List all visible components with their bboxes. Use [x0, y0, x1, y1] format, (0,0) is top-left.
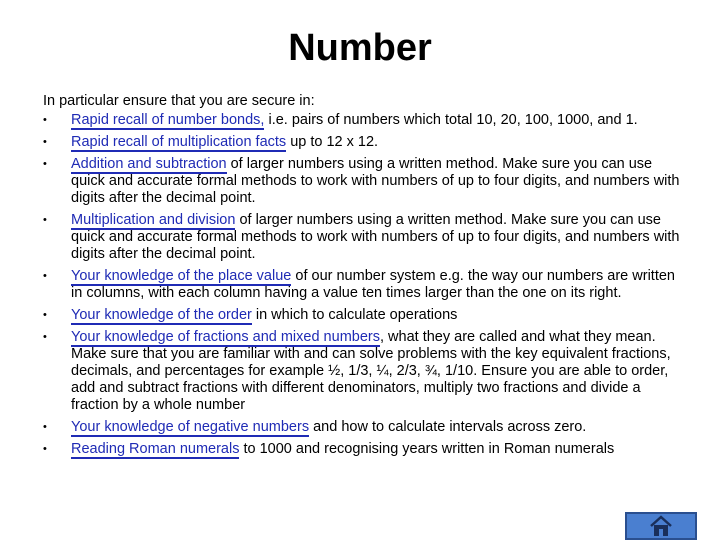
- bullet: •: [43, 136, 47, 148]
- list-item: [43, 156, 683, 207]
- item-text: of larger numbers using a written method. Make sure you can use quick and accurate formal methods to work with numbers of up to four digits, and numbers with digits after the decimal point.: [71, 156, 680, 206]
- link-fractions[interactable]: Your knowledge of fractions and mixed numbers: [71, 329, 380, 345]
- list-item: [43, 212, 683, 263]
- link-order-of-operations[interactable]: Your knowledge of the order: [71, 307, 252, 323]
- item-text: in which to calculate operations: [251, 307, 458, 323]
- link-multiplication-facts[interactable]: Rapid recall of multiplication facts: [71, 134, 287, 150]
- link-number-bonds[interactable]: Rapid recall of number bonds,: [71, 112, 265, 128]
- link-place-value[interactable]: Your knowledge of the place value: [71, 268, 292, 284]
- bullet: •: [43, 443, 47, 455]
- item-text: of our number system e.g. the way our numbers are written in columns, with each column having a value ten times larger than the one on its right.: [71, 268, 675, 301]
- page-title: Number: [288, 27, 432, 69]
- list-item: [43, 307, 683, 324]
- item-text: i.e. pairs of numbers which total 10, 20, 100, 1000, and 1.: [264, 112, 638, 128]
- item-text: up to 12 x 12.: [286, 134, 379, 150]
- list-item: [43, 329, 683, 414]
- link-roman-numerals[interactable]: Reading Roman numerals: [71, 441, 240, 457]
- list-item: [43, 134, 683, 151]
- bullet: •: [43, 114, 47, 126]
- item-text: of larger numbers using a written method. Make sure you can use quick and accurate formal methods to work with numbers of up to four digits, and numbers with digits after the decimal point.: [71, 212, 680, 262]
- bullet: •: [43, 158, 47, 170]
- link-negative-numbers[interactable]: Your knowledge of negative numbers: [71, 419, 310, 435]
- home-icon: [649, 515, 673, 537]
- list-item: [43, 112, 683, 129]
- bullet: •: [43, 214, 47, 226]
- home-button[interactable]: [625, 512, 697, 540]
- link-multiplication-division[interactable]: Multiplication and division: [71, 212, 236, 228]
- item-text: , what they are called and what they mean. Make sure that you are familiar with and can solve problems with the key equivalent fractions, decimals, and percentages for example ½, 1/3, ¼, 2/3, ¾, 1/10. Ensure you are able to order, add and subtract fractions with different denominators, multiply two fractions and divide a fraction by a whole number: [71, 329, 671, 413]
- list-item: [43, 441, 683, 458]
- bullet: •: [43, 421, 47, 433]
- bullet: •: [43, 270, 47, 282]
- link-addition-subtraction[interactable]: Addition and subtraction: [71, 156, 227, 172]
- intro-text: In particular ensure that you are secure in:: [43, 93, 315, 109]
- list-item: [43, 419, 683, 436]
- bullet: •: [43, 331, 47, 343]
- item-text: to 1000 and recognising years written in Roman numerals: [239, 441, 615, 457]
- topic-list: [43, 112, 683, 463]
- bullet: •: [43, 309, 47, 321]
- item-text: and how to calculate intervals across zero.: [309, 419, 587, 435]
- list-item: [43, 268, 683, 302]
